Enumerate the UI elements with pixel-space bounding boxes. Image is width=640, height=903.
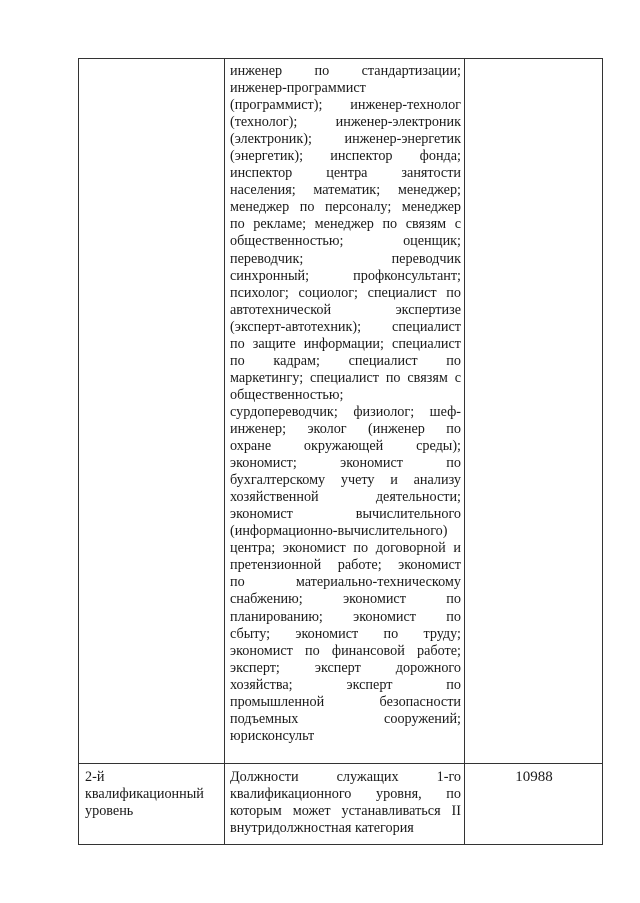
- level-cell-continued: [79, 59, 224, 763]
- text-line: Должности служащих 1-го: [230, 769, 461, 785]
- text-line: юрисконсульт: [230, 727, 315, 744]
- text-line: (энергетик); инспектор фонда;: [230, 148, 461, 165]
- text-line: экономист по финансовой работе;: [230, 642, 461, 659]
- text-line: сбыту; экономист по труду;: [230, 625, 461, 642]
- text-line: планированию; экономист по: [230, 608, 461, 625]
- row-divider: [79, 763, 602, 764]
- text-line: подъемных сооружений;: [230, 710, 461, 727]
- text-line: инженер; эколог (инженер по: [230, 420, 461, 437]
- text-line: инженер по стандартизации;: [230, 63, 461, 79]
- text-line: (электроник); инженер-энергетик: [230, 131, 461, 148]
- qualification-table: [78, 58, 603, 845]
- text-line: (технолог); инженер-электроник: [230, 114, 461, 131]
- salary-cell-2: [464, 769, 604, 786]
- text-line: квалификационный: [85, 786, 204, 803]
- text-line: по материально-техническому: [230, 574, 461, 591]
- text-line: по рекламе; менеджер по связям с: [230, 216, 461, 233]
- text-line: менеджер по персоналу; менеджер: [230, 199, 461, 216]
- text-line: эксперт; эксперт дорожного: [230, 659, 461, 676]
- text-line: претензионной работе; экономист: [230, 557, 461, 574]
- positions-cell-continued: [230, 63, 461, 745]
- text-line: синхронный; профконсультант;: [230, 267, 461, 284]
- text-line: (эксперт-автотехник); специалист: [230, 318, 461, 335]
- text-line: автотехнической экспертизе: [230, 301, 461, 318]
- salary-value: 10988: [515, 769, 553, 785]
- text-line: экономист вычислительного: [230, 506, 461, 523]
- text-line: которым может устанавливаться II: [230, 803, 461, 820]
- text-line: бухгалтерскому учету и анализу: [230, 472, 461, 489]
- text-line: общественностью; оценщик;: [230, 233, 461, 250]
- text-line: экономист; экономист по: [230, 455, 461, 472]
- text-line: центра; экономист по договорной и: [230, 540, 461, 557]
- text-line: маркетингу; специалист по связям с: [230, 369, 461, 386]
- text-line: переводчик; переводчик: [230, 250, 461, 267]
- text-line: инспектор центра занятости: [230, 165, 461, 182]
- level-cell-2: [85, 769, 221, 820]
- text-line: промышленной безопасности: [230, 693, 461, 710]
- text-line: 2-й: [85, 769, 105, 785]
- text-line: общественностью;: [230, 386, 344, 403]
- column-divider: [224, 59, 225, 844]
- positions-cell-2: [230, 769, 461, 837]
- text-line: (программист); инженер-технолог: [230, 97, 461, 114]
- text-line: по кадрам; специалист по: [230, 352, 461, 369]
- text-line: квалификационного уровня, по: [230, 786, 461, 803]
- text-line: охране окружающей среды);: [230, 438, 461, 455]
- text-line: уровень: [85, 803, 134, 820]
- text-line: хозяйства; эксперт по: [230, 676, 461, 693]
- text-line: снабжению; экономист по: [230, 591, 461, 608]
- text-line: населения; математик; менеджер;: [230, 182, 461, 199]
- text-line: (информационно-вычислительного): [230, 523, 448, 540]
- text-line: инженер-программист: [230, 80, 366, 97]
- salary-cell-continued: [464, 59, 604, 763]
- text-line: внутридолжностная категория: [230, 820, 414, 837]
- text-line: психолог; социолог; специалист по: [230, 284, 461, 301]
- text-line: сурдопереводчик; физиолог; шеф-: [230, 403, 461, 420]
- text-line: хозяйственной деятельности;: [230, 489, 461, 506]
- text-line: по защите информации; специалист: [230, 335, 461, 352]
